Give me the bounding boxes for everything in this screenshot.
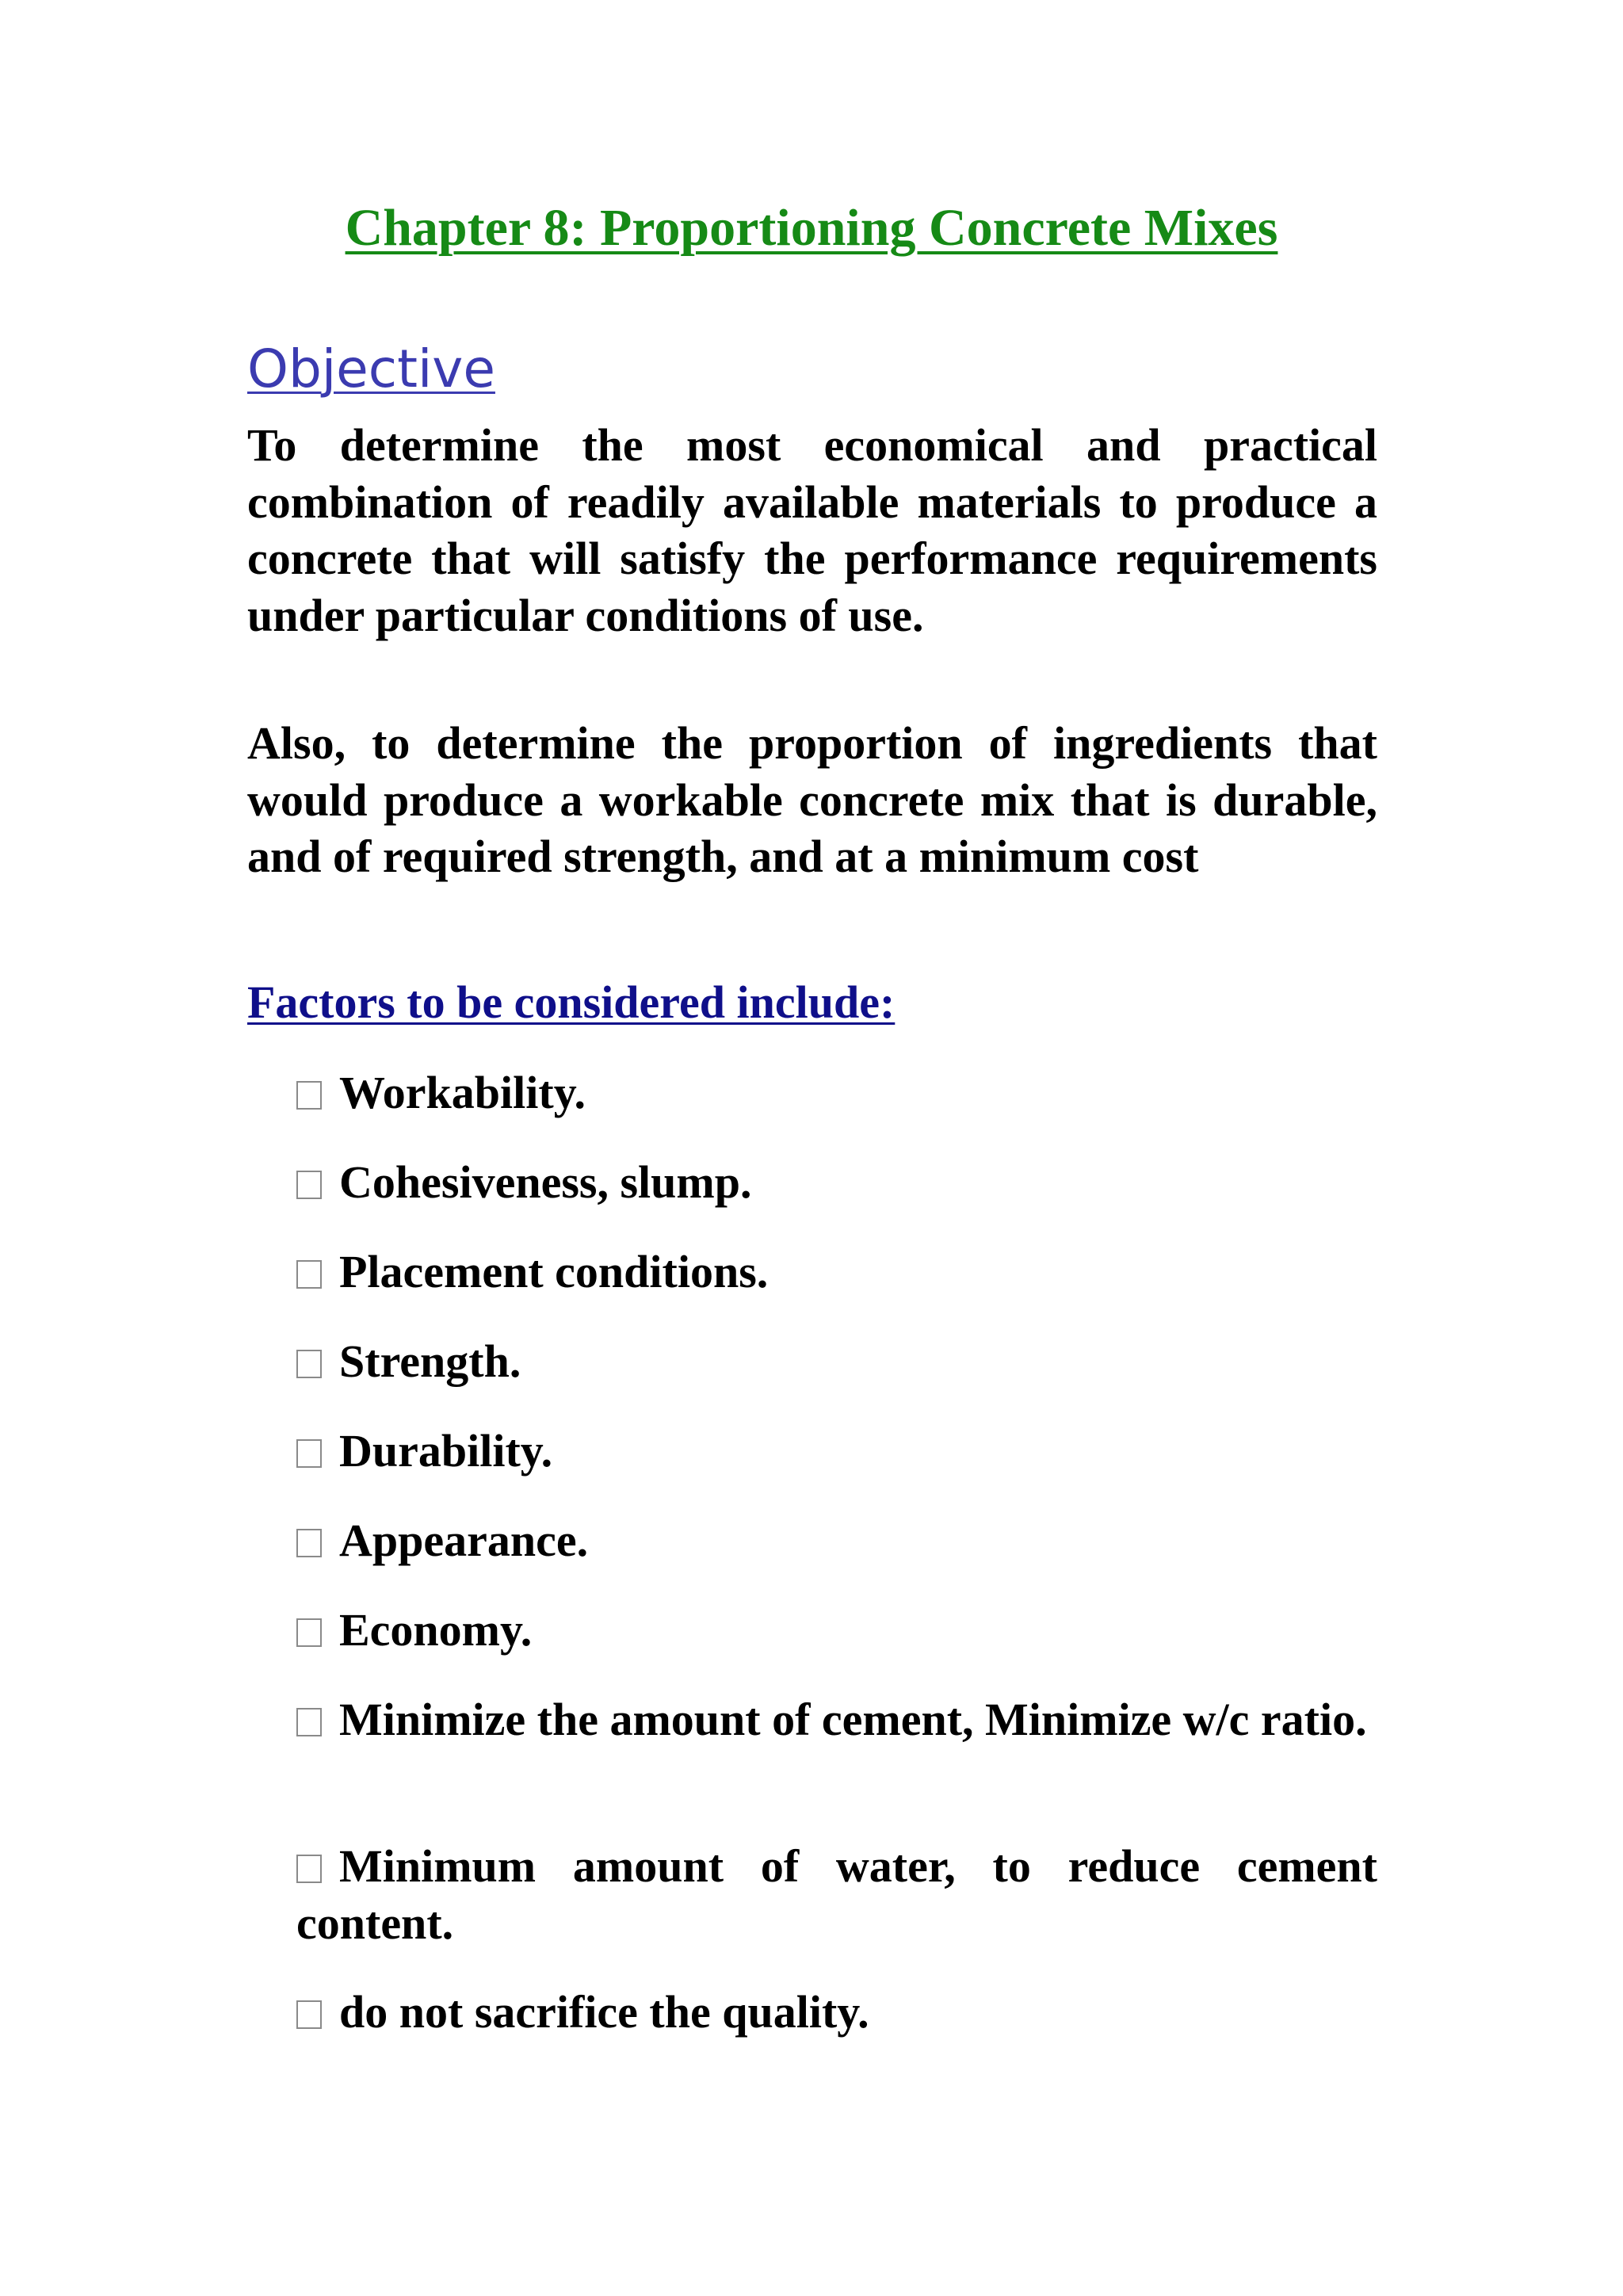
empty-square-icon <box>296 1855 322 1883</box>
empty-square-icon <box>296 1260 322 1289</box>
list-item <box>296 1602 1377 1659</box>
list-item-text: Placement conditions. <box>339 1246 769 1297</box>
empty-square-icon <box>296 1708 322 1736</box>
list-item <box>296 1333 1377 1390</box>
list-item-text: Cohesiveness, slump. <box>339 1156 752 1208</box>
list-item <box>296 1244 1377 1301</box>
list-item-text: Durability. <box>339 1425 553 1477</box>
page-title: Chapter 8: Proportioning Concrete Mixes <box>345 199 1278 257</box>
empty-square-icon <box>296 1618 322 1647</box>
empty-square-icon <box>296 1081 322 1110</box>
list-item-text: do not sacrifice the quality. <box>339 1986 869 2038</box>
list-item-text: Workability. <box>339 1067 586 1118</box>
empty-square-icon <box>296 1529 322 1557</box>
empty-square-icon <box>296 2000 322 2029</box>
list-item <box>296 1838 1377 1951</box>
list-item-text: Strength. <box>339 1335 521 1387</box>
list-item <box>296 1154 1377 1211</box>
list-item <box>296 1691 1377 1748</box>
empty-square-icon <box>296 1439 322 1468</box>
list-item-text: Appearance. <box>339 1515 589 1566</box>
list-item-text: Minimize the amount of cement, Minimize w/c ratio. <box>339 1694 1367 1745</box>
objective-paragraph-2: Also, to determine the proportion of ingredients that would produce a workable concrete mix that is durable, and of required strength, and at a minimum cost <box>247 717 1377 882</box>
list-item <box>296 1984 1377 2041</box>
list-item-text: Economy. <box>339 1604 533 1656</box>
factors-heading: Factors to be considered include: <box>247 976 896 1028</box>
empty-square-icon <box>296 1350 322 1378</box>
list-item <box>296 1512 1377 1569</box>
objective-heading: Objective <box>247 338 495 399</box>
list-item <box>296 1064 1377 1121</box>
list-item <box>296 1423 1377 1480</box>
empty-square-icon <box>296 1171 322 1199</box>
list-item-text: Minimum amount of water, to reduce cement content. <box>296 1840 1377 1949</box>
objective-paragraph-1: To determine the most economical and practical combination of readily available materials to produce a concrete that will satisfy the performance requirements under particular conditions of use. <box>247 419 1377 641</box>
